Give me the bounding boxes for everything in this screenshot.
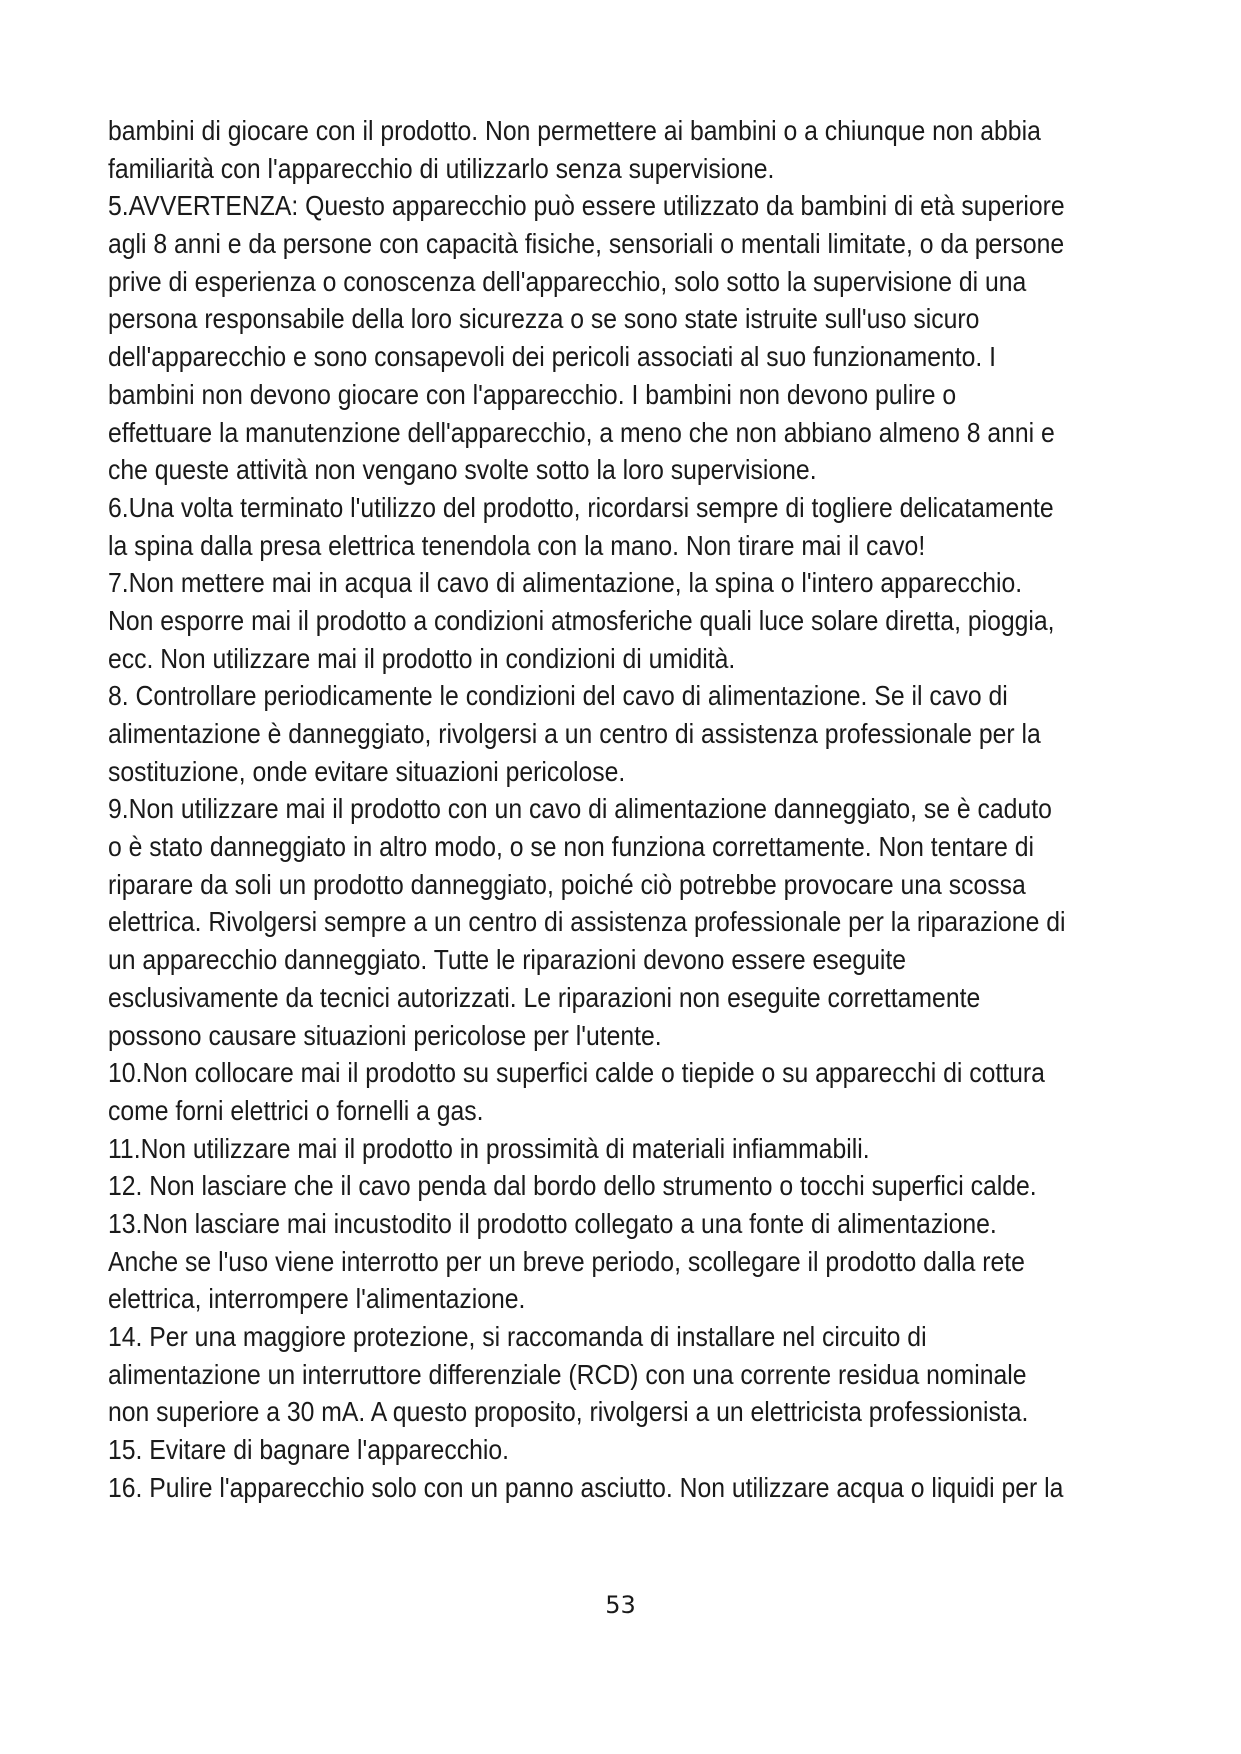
text-line: Anche se l'uso viene interrotto per un breve periodo, scollegare il prodotto dalla rete [108, 1245, 1025, 1277]
text-line: o è stato danneggiato in altro modo, o se non funziona correttamente. Non tentare di [108, 831, 1034, 863]
text-line: 7.Non mettere mai in acqua il cavo di alimentazione, la spina o l'intero apparecchio. [108, 567, 1023, 599]
text-line: effettuare la manutenzione dell'apparecchio, a meno che non abbiano almeno 8 anni e [108, 416, 1055, 448]
body-text [108, 112, 1080, 1506]
text-line: possono causare situazioni pericolose per l'utente. [108, 1019, 662, 1051]
text-line: alimentazione un interruttore differenziale (RCD) con una corrente residua nominale [108, 1358, 1027, 1390]
text-line: ecc. Non utilizzare mai il prodotto in condizioni di umidità. [108, 642, 736, 674]
text-line: sostituzione, onde evitare situazioni pericolose. [108, 755, 626, 787]
text-line: Non esporre mai il prodotto a condizioni atmosferiche quali luce solare diretta, pioggia, [108, 604, 1055, 636]
text-line: 6.Una volta terminato l'utilizzo del prodotto, ricordarsi sempre di togliere delicatamente [108, 491, 1054, 523]
text-line: 12. Non lasciare che il cavo penda dal bordo dello strumento o tocchi superfici calde. [108, 1170, 1037, 1202]
text-line: 11.Non utilizzare mai il prodotto in prossimità di materiali infiammabili. [108, 1132, 870, 1164]
text-line: un apparecchio danneggiato. Tutte le riparazioni devono essere eseguite [108, 944, 907, 976]
text-line: 14. Per una maggiore protezione, si raccomanda di installare nel circuito di [108, 1321, 927, 1352]
text-line: agli 8 anni e da persone con capacità fisiche, sensoriali o mentali limitate, o da persone [108, 228, 1065, 260]
text-line: come forni elettrici o fornelli a gas. [108, 1094, 484, 1126]
text-line: esclusivamente da tecnici autorizzati. Le riparazioni non eseguite correttamente [108, 981, 981, 1013]
text-line: non superiore a 30 mA. A questo proposito, rivolgersi a un elettricista professionista. [108, 1396, 1029, 1428]
text-line: elettrica. Rivolgersi sempre a un centro di assistenza professionale per la riparazione di [108, 906, 1066, 938]
text-line: dell'apparecchio e sono consapevoli dei pericoli associati al suo funzionamento. I [108, 341, 997, 373]
text-line: alimentazione è danneggiato, rivolgersi a un centro di assistenza professionale per la [108, 718, 1041, 749]
text-line: 9.Non utilizzare mai il prodotto con un cavo di alimentazione danneggiato, se è caduto [108, 793, 1052, 825]
text-line: riparare da soli un prodotto danneggiato, poiché ciò potrebbe provocare una scossa [108, 868, 1026, 900]
text-line: elettrica, interrompere l'alimentazione. [108, 1283, 526, 1315]
text-line: 13.Non lasciare mai incustodito il prodotto collegato a una fonte di alimentazione. [108, 1207, 997, 1239]
text-line: bambini non devono giocare con l'apparecchio. I bambini non devono pulire o [108, 378, 957, 410]
text-line: familiarità con l'apparecchio di utilizzarlo senza supervisione. [108, 152, 775, 184]
text-line: 10.Non collocare mai il prodotto su superfici calde o tiepide o su apparecchi di cottura [108, 1057, 1045, 1089]
text-line: che queste attività non vengano svolte sotto la loro supervisione. [108, 454, 817, 486]
text-line: 16. Pulire l'apparecchio solo con un panno asciutto. Non utilizzare acqua o liquidi per la [108, 1471, 1064, 1503]
text-line: la spina dalla presa elettrica tenendola con la mano. Non tirare mai il cavo! [108, 529, 926, 561]
text-line: prive di esperienza o conoscenza dell'apparecchio, solo sotto la supervisione di una [108, 265, 1027, 297]
text-line: 8. Controllare periodicamente le condizioni del cavo di alimentazione. Se il cavo di [108, 680, 1008, 712]
text-line: 15. Evitare di bagnare l'apparecchio. [108, 1434, 509, 1466]
page-number: 53 [605, 1591, 636, 1619]
text-line: persona responsabile della loro sicurezza o se sono state istruite sull'uso sicuro [108, 303, 980, 335]
text-line: 5.AVVERTENZA: Questo apparecchio può essere utilizzato da bambini di età superiore [108, 190, 1065, 222]
text-line: bambini di giocare con il prodotto. Non permettere ai bambini o a chiunque non abbia [108, 115, 1041, 146]
